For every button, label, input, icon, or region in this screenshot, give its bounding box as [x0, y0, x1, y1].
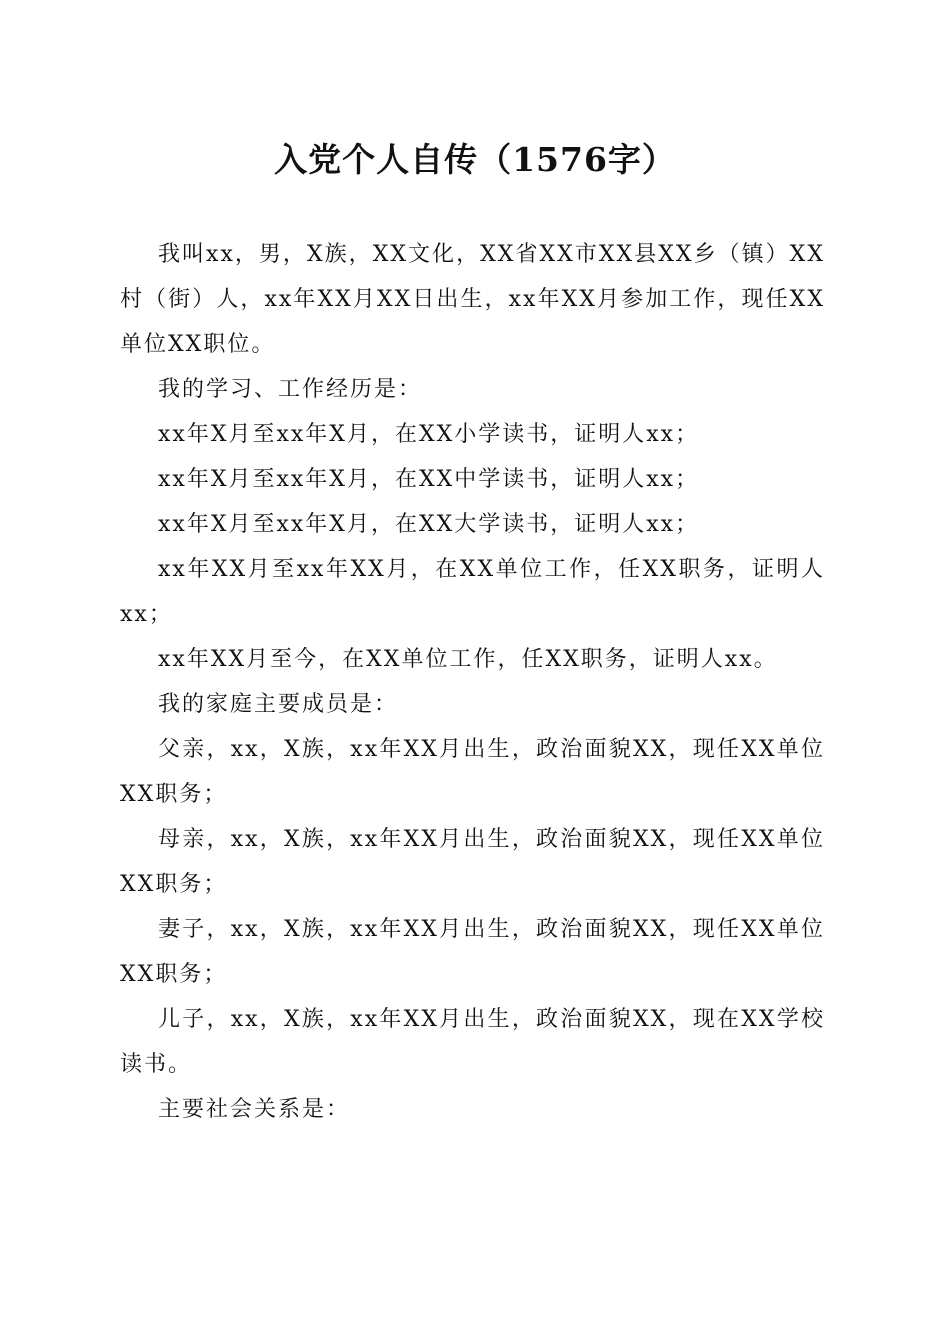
paragraph-middle-school: xx年X月至xx年X月，在XX中学读书，证明人xx； [158, 467, 700, 492]
paragraph-wife: 妻子，xx，X族，xx年XX月出生，政治面貌XX，现任XX单位XX职务； [120, 917, 825, 987]
paragraph-experience-heading: 我的学习、工作经历是： [158, 377, 423, 402]
paragraph-university: xx年X月至xx年X月，在XX大学读书，证明人xx； [158, 512, 700, 537]
paragraph-social-heading: 主要社会关系是： [158, 1097, 351, 1122]
paragraph-primary-school: xx年X月至xx年X月，在XX小学读书，证明人xx； [158, 422, 700, 447]
paragraph-previous-job: xx年XX月至xx年XX月，在XX单位工作，任XX职务，证明人xx； [120, 557, 825, 627]
paragraph-intro: 我叫xx，男，X族，XX文化，XX省XX市XX县XX乡（镇）XX村（街）人，xx年XX月XX日出生，xx年XX月参加工作，现任XX单位XX职位。 [120, 242, 825, 357]
paragraph-son: 儿子，xx，X族，xx年XX月出生，政治面貌XX，现在XX学校读书。 [120, 1007, 825, 1077]
paragraph-father: 父亲，xx，X族，xx年XX月出生，政治面貌XX，现任XX单位XX职务； [120, 737, 825, 807]
document-body [120, 232, 825, 1132]
document-title: 入党个人自传（1576字） [274, 140, 676, 179]
paragraph-current-job: xx年XX月至今，在XX单位工作，任XX职务，证明人xx。 [158, 647, 778, 672]
paragraph-mother: 母亲，xx，X族，xx年XX月出生，政治面貌XX，现任XX单位XX职务； [120, 827, 825, 897]
paragraph-family-heading: 我的家庭主要成员是： [158, 692, 399, 717]
